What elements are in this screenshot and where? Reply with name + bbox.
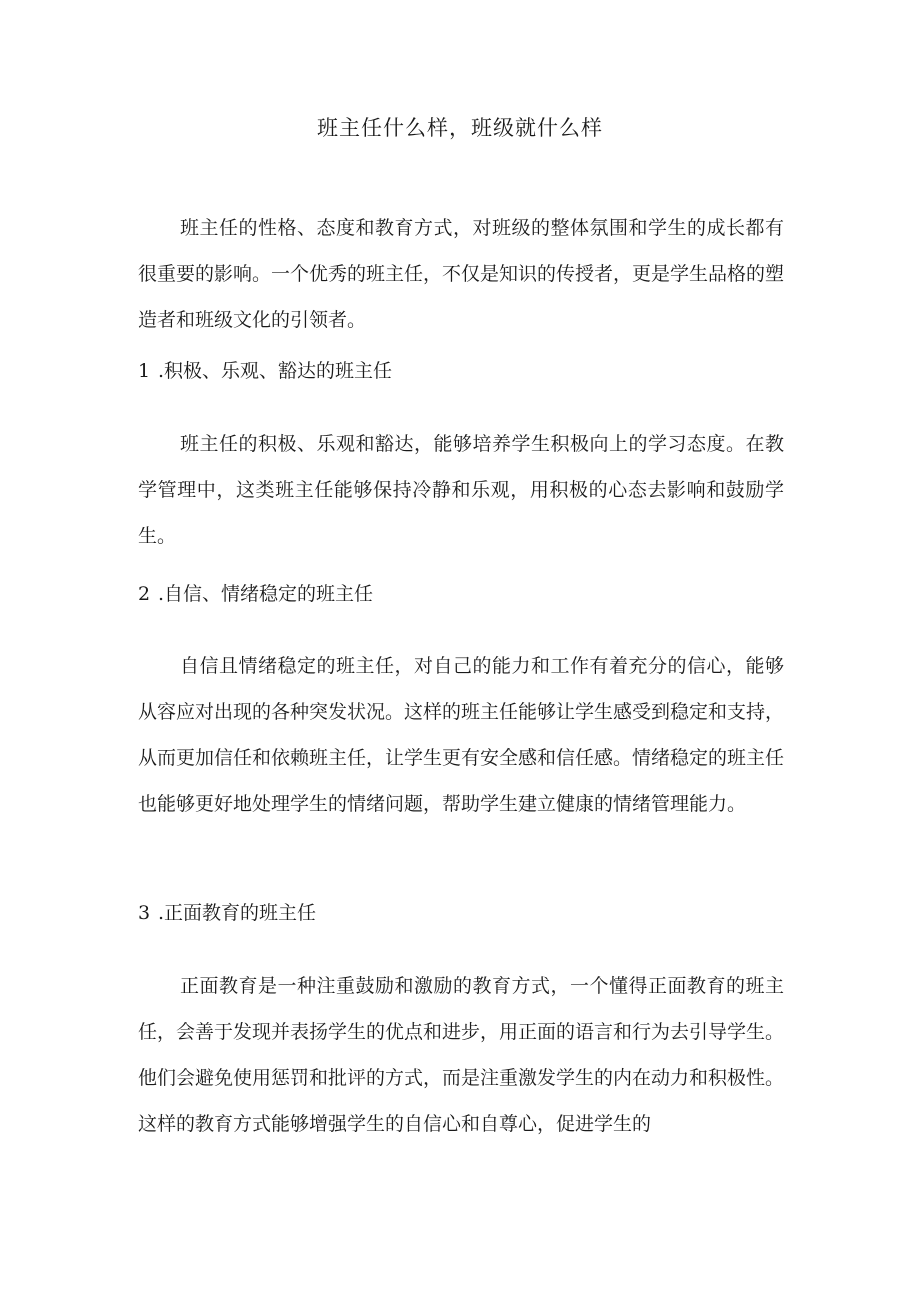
section-heading-1 <box>138 356 784 386</box>
section-heading-text: .积极、乐观、豁达的班主任 <box>158 360 393 382</box>
section-number: 2 <box>138 583 151 605</box>
section-body-1: 班主任的积极、乐观和豁达，能够培养学生积极向上的学习态度。在教学管理中，这类班主任能够保持冷静和乐观，用积极的心态去影响和鼓励学生。 <box>138 433 784 547</box>
section-heading-text: .自信、情绪稳定的班主任 <box>158 583 374 605</box>
section-heading-2 <box>138 579 784 609</box>
document-title: 班主任什么样，班级就什么样 <box>317 116 603 140</box>
section-heading-3 <box>138 898 784 928</box>
section-number: 3 <box>138 902 151 924</box>
section-body-2: 自信且情绪稳定的班主任，对自己的能力和工作有着充分的信心，能够从容应对出现的各种突发状况。这样的班主任能够让学生感受到稳定和支持，从而更加信任和依赖班主任，让学生更有安全感和信任感。情绪稳定的班主任也能够更好地处理学生的情绪问题，帮助学生建立健康的情绪管理能力。 <box>138 655 785 815</box>
section-number: 1 <box>138 360 151 382</box>
section-heading-text: .正面教育的班主任 <box>158 902 317 924</box>
section-body-3: 正面教育是一种注重鼓励和激励的教育方式，一个懂得正面教育的班主任，会善于发现并表扬学生的优点和进步，用正面的语言和行为去引导学生。他们会避免使用惩罚和批评的方式，而是注重激发学生的内在动力和积极性。这样的教育方式能够增强学生的自信心和自尊心，促进学生的 <box>138 975 785 1135</box>
intro-paragraph: 班主任的性格、态度和教育方式，对班级的整体氛围和学生的成长都有很重要的影响。一个优秀的班主任，不仅是知识的传授者，更是学生品格的塑造者和班级文化的引领者。 <box>138 217 785 331</box>
